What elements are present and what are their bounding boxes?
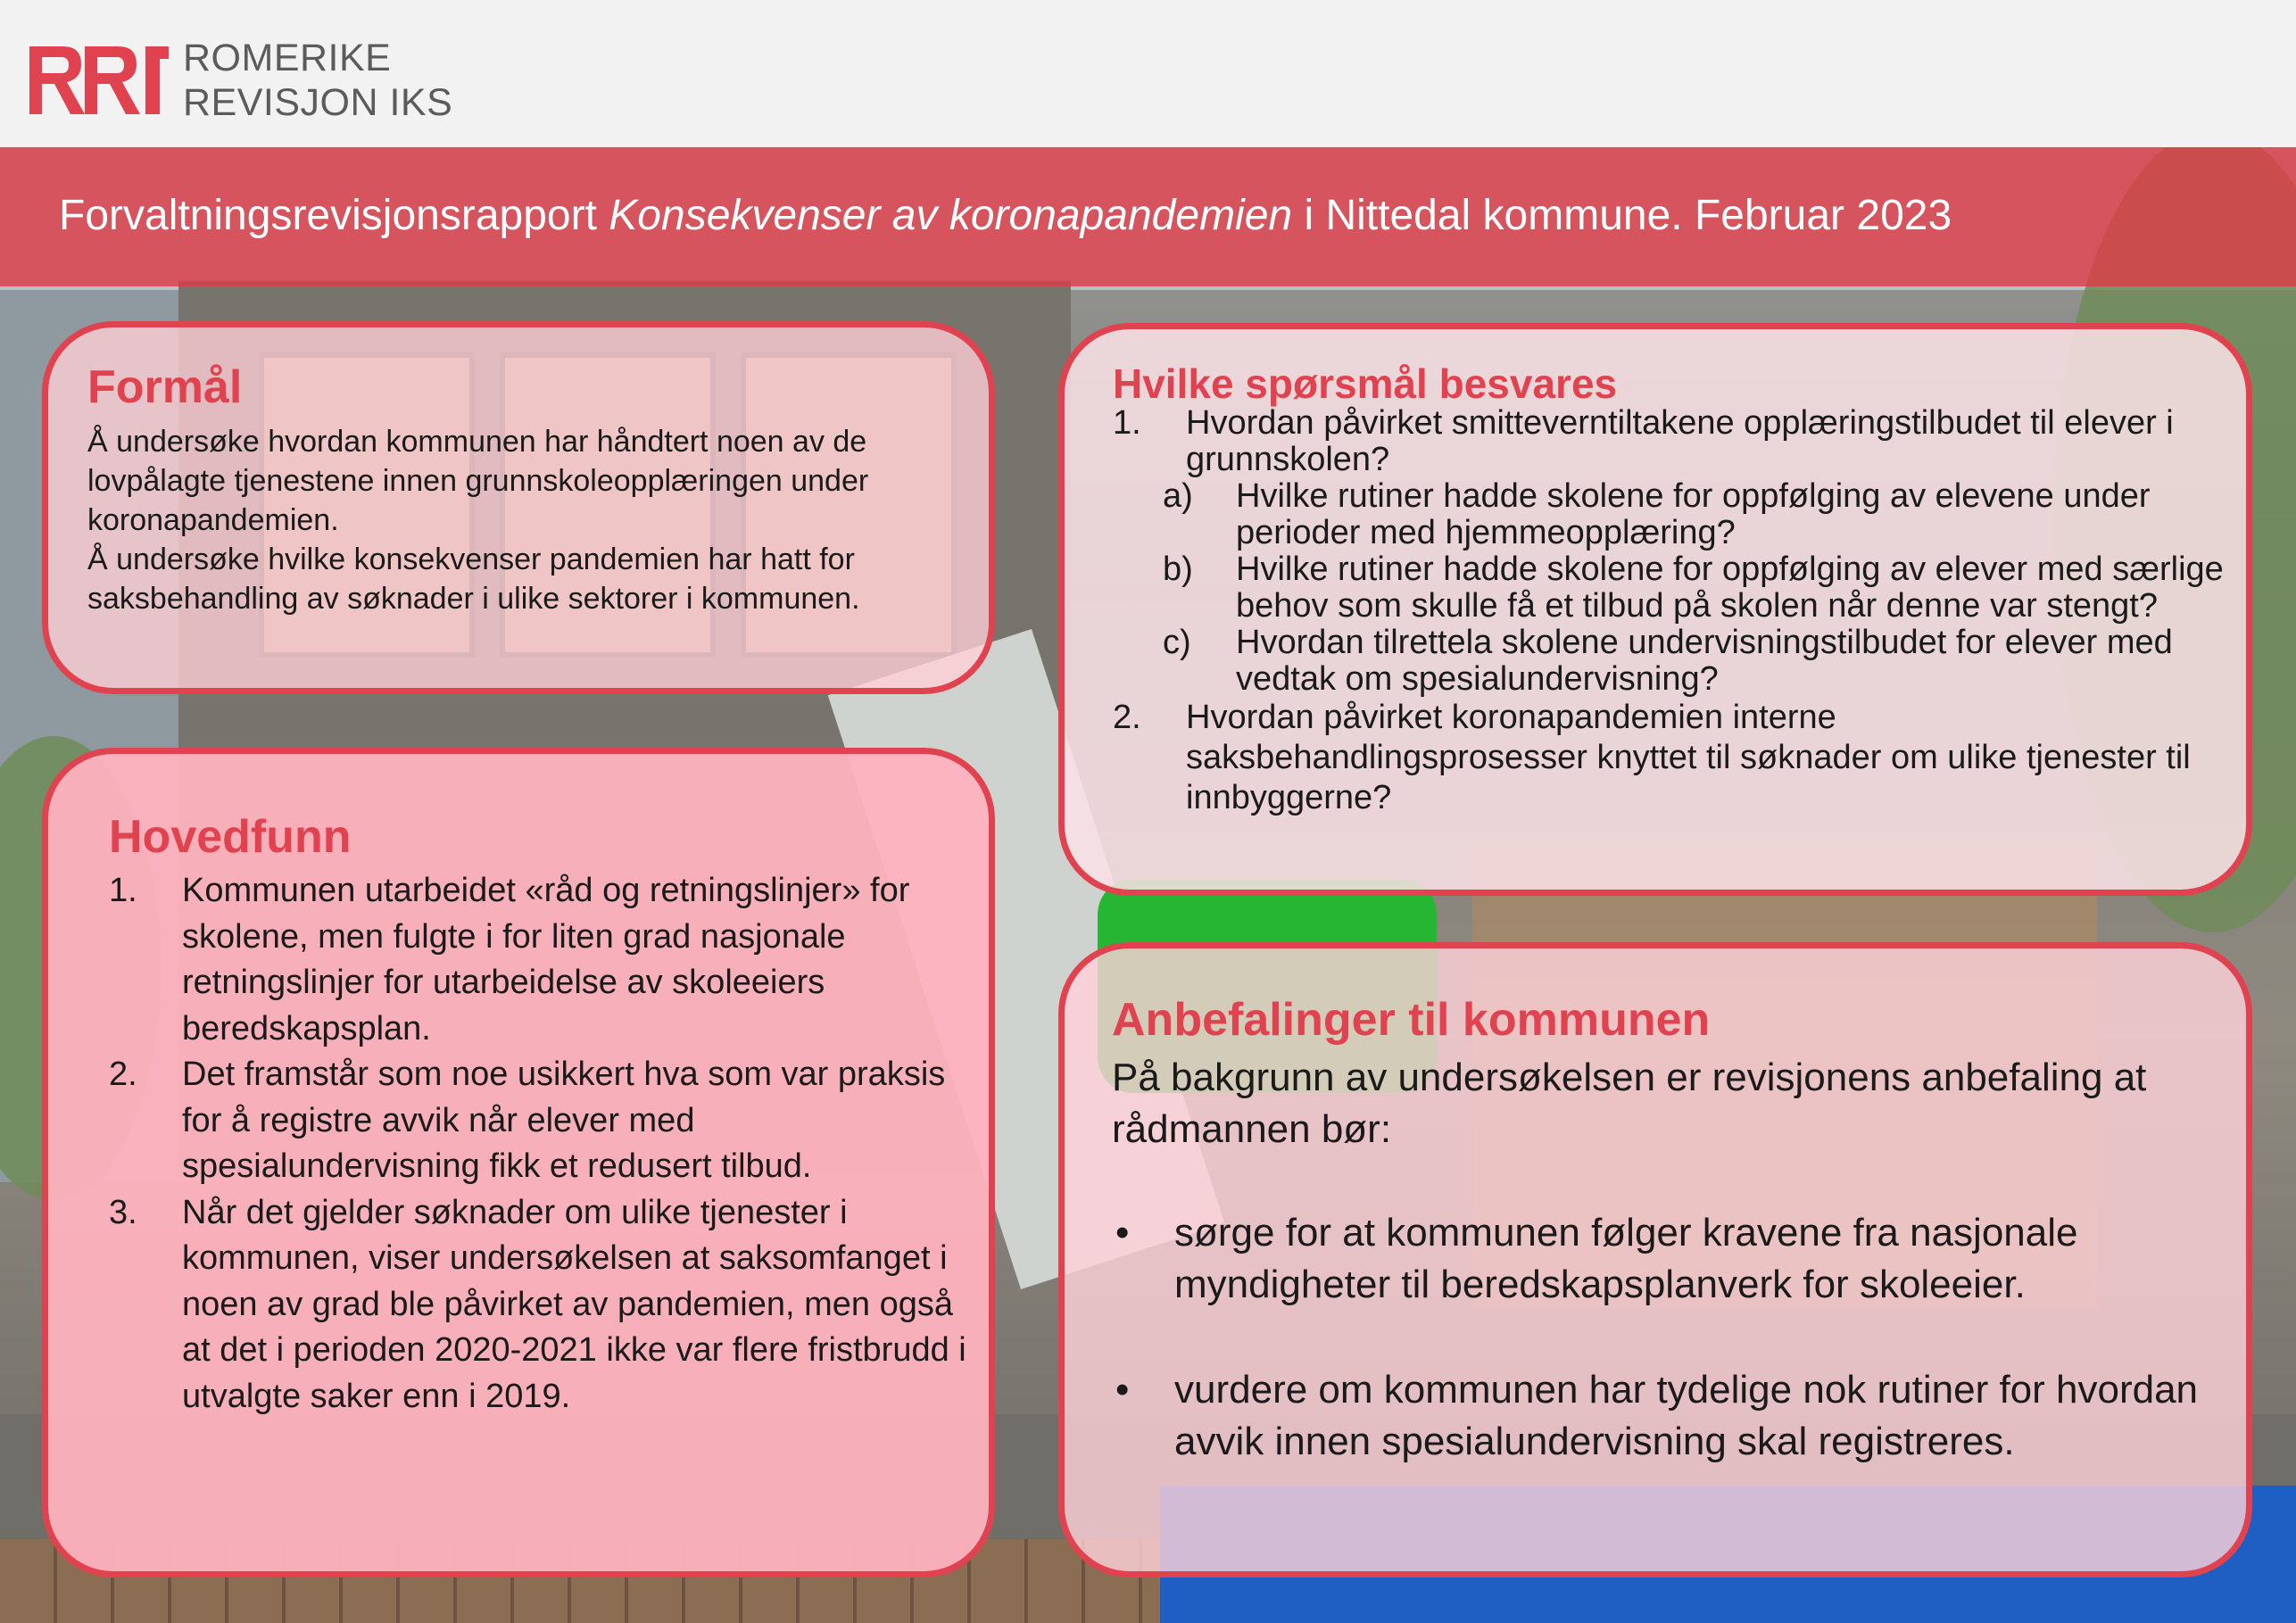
formal-paragraph: Å undersøke hvordan kommunen har håndtert noen av de lovpålagte tjenestene innen grunnskoleopplæringen under koronapandemien. — [87, 425, 869, 537]
sub-question-item — [1113, 478, 2228, 551]
formal-paragraph: Å undersøke hvilke konsekvenser pandemien har hatt for saksbehandling av søknader i ulike sektorer i kommunen. — [87, 542, 860, 616]
list-item — [109, 868, 974, 1052]
anbefalinger-card — [1058, 942, 2252, 1577]
sub-question-letter: a) — [1163, 477, 1193, 515]
report-title-prefix: Forvaltningsrevisjonsrapport — [59, 192, 597, 239]
list-item-text: Det framstår som noe usikkert hva som var praksis for å registre avvik når elever med spesialundervisning fikk et redusert tilbud. — [182, 1056, 946, 1185]
report-title-topic: Konsekvenser av koronapandemien — [609, 192, 1293, 239]
rri-logo-mark — [29, 39, 172, 121]
hovedfunn-card — [42, 748, 995, 1577]
question-number: 1. — [1113, 404, 1141, 442]
anbefalinger-list — [1112, 1207, 2227, 1521]
sub-question-letter: b) — [1163, 551, 1193, 588]
question-item — [1113, 405, 2228, 478]
sporsmal-heading: Hvilke spørsmål besvares — [1113, 360, 1618, 407]
sub-question-text: Hvilke rutiner hadde skolene for oppfølging av elever med særlige behov som skulle få et tilbud på skolen når denne var stengt? — [1236, 551, 2224, 625]
question-text: Hvordan påvirket smitteverntiltakene opplæringstilbudet til elever i grunnskolen? — [1186, 404, 2174, 478]
report-title — [59, 189, 1952, 243]
org-name-line1: ROMERIKE — [183, 37, 392, 79]
question-number: 2. — [1113, 699, 1141, 736]
list-item-text: vurdere om kommunen har tydelige nok rutiner for hvordan avvik innen spesialundervisning skal registreres. — [1174, 1368, 2199, 1463]
question-text: Hvordan påvirket koronapandemien interne saksbehandlingsprosesser knyttet til søknader om ulike tjenester til innbyggerne? — [1186, 699, 2191, 816]
list-number: 2. — [109, 1056, 137, 1093]
formal-card — [42, 321, 995, 694]
sub-question-item — [1113, 551, 2228, 625]
formal-body — [87, 422, 971, 618]
list-item-text: Kommunen utarbeidet «råd og retningslinjer» for skolene, men fulgte i for liten grad nasjonale retningslinjer for utarbeidelse av skoleeiers beredskapsplan. — [182, 872, 910, 1047]
list-item — [109, 1052, 974, 1190]
formal-heading: Formål — [87, 361, 243, 413]
list-item — [109, 1190, 974, 1420]
list-item — [1112, 1364, 2227, 1468]
list-number: 3. — [109, 1193, 137, 1231]
sub-question-letter: c) — [1163, 624, 1191, 661]
sporsmal-list — [1113, 405, 2228, 818]
anbefalinger-intro: På bakgrunn av undersøkelsen er revisjonens anbefaling at rådmannen bør: — [1112, 1056, 2147, 1151]
sub-question-item — [1113, 625, 2228, 698]
sub-question-text: Hvordan tilrettela skolene undervisningstilbudet for elever med vedtak om spesialundervisning? — [1236, 624, 2173, 698]
list-item — [1112, 1207, 2227, 1311]
rri-logo — [29, 39, 172, 121]
list-item-text: sørge for at kommunen følger kravene fra nasjonale myndigheter til beredskapsplanverk for skoleeier. — [1174, 1211, 2078, 1306]
list-item-text: Når det gjelder søknader om ulike tjenester i kommunen, viser undersøkelsen at saksomfanget i noen av grad ble påvirket av pandemien, men også at det i perioden 2020-2021 ikke var flere fristbrudd i utvalgte saker enn i 2019. — [182, 1193, 966, 1415]
sub-question-text: Hvilke rutiner hadde skolene for oppfølging av elevene under perioder med hjemmeopplæring? — [1236, 477, 2151, 551]
report-title-suffix: i Nittedal kommune. Februar 2023 — [1304, 192, 1952, 239]
anbefalinger-heading: Anbefalinger til kommunen — [1112, 994, 1711, 1046]
hovedfunn-heading: Hovedfunn — [109, 811, 352, 863]
org-name-line2: REVISJON IKS — [183, 81, 453, 124]
list-number: 1. — [109, 872, 137, 909]
hovedfunn-list — [109, 868, 974, 1420]
bullet-icon: • — [1115, 1368, 1130, 1412]
top-bar — [0, 0, 2296, 147]
organisation-name — [183, 36, 452, 125]
bullet-icon: • — [1115, 1211, 1130, 1255]
sporsmal-card — [1058, 323, 2252, 896]
question-item — [1113, 698, 2228, 818]
